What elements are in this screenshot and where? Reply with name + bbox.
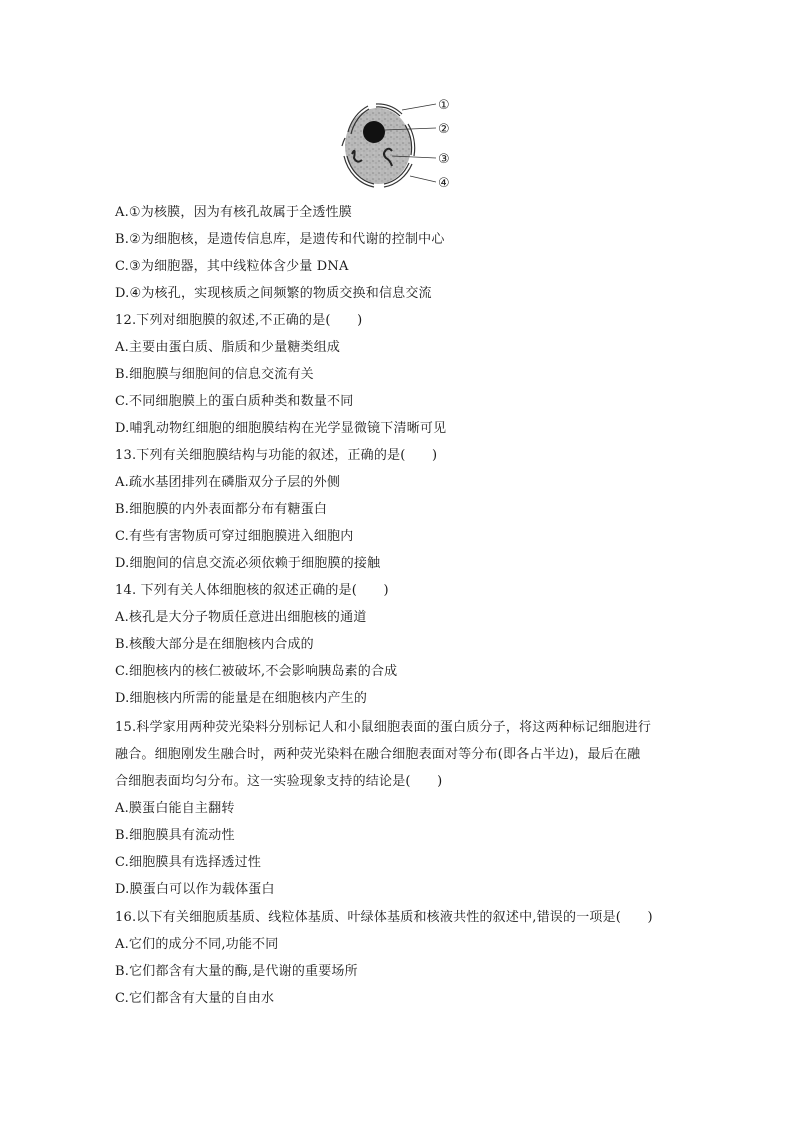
q13-stem: 13.下列有关细胞膜结构与功能的叙述，正确的是( ): [115, 448, 438, 463]
q14-option-d: D.细胞核内所需的能量是在细胞核内产生的: [115, 691, 368, 706]
q14-option-c: C.细胞核内的核仁被破坏,不会影响胰岛素的合成: [115, 664, 398, 679]
q15-option-d: D.膜蛋白可以作为载体蛋白: [115, 882, 275, 897]
q11-option-a: A.①为核膜，因为有核孔故属于全透性膜: [115, 205, 352, 220]
q12-stem: 12.下列对细胞膜的叙述,不正确的是( ): [115, 313, 363, 328]
q15-stem-line-2: 融合。细胞刚发生融合时，两种荧光染料在融合细胞表面对等分布(即各占半边)，最后在融: [115, 747, 641, 762]
nucleus-diagram: [336, 94, 466, 196]
q13-option-b: B.细胞膜的内外表面都分布有糖蛋白: [115, 502, 328, 517]
q15-stem-line-1: 15.科学家用两种荧光染料分别标记人和小鼠细胞表面的蛋白质分子，将这两种标记细胞进行: [115, 720, 652, 735]
q16-option-a: A.它们的成分不同,功能不同: [115, 937, 279, 952]
q14-stem: 14. 下列有关人体细胞核的叙述正确的是( ): [115, 583, 389, 598]
q15-stem-line-3: 合细胞表面均匀分布。这一实验现象支持的结论是( ): [115, 774, 443, 789]
label-4: ④: [438, 176, 450, 191]
q12-option-d: D.哺乳动物红细胞的细胞膜结构在光学显微镜下清晰可见: [115, 421, 447, 436]
q16-option-b: B.它们都含有大量的酶,是代谢的重要场所: [115, 964, 358, 979]
label-1: ①: [438, 98, 450, 113]
q11-option-c: C.③为细胞器，其中线粒体含少量 DNA: [115, 259, 349, 274]
q11-option-d: D.④为核孔，实现核质之间频繁的物质交换和信息交流: [115, 286, 432, 301]
label-3: ③: [438, 152, 450, 167]
q12-option-a: A.主要由蛋白质、脂质和少量糖类组成: [115, 340, 341, 355]
q15-option-b: B.细胞膜具有流动性: [115, 828, 235, 843]
q14-option-a: A.核孔是大分子物质任意进出细胞核的通道: [115, 610, 367, 625]
q12-option-c: C.不同细胞膜上的蛋白质种类和数量不同: [115, 394, 354, 409]
nucleolus: [363, 121, 385, 143]
q13-option-d: D.细胞间的信息交流必须依赖于细胞膜的接触: [115, 556, 381, 571]
q15-option-a: A.膜蛋白能自主翻转: [115, 801, 235, 816]
q14-option-b: B.核酸大部分是在细胞核内合成的: [115, 637, 314, 652]
q12-option-b: B.细胞膜与细胞间的信息交流有关: [115, 367, 314, 382]
q11-option-b: B.②为细胞核，是遗传信息库，是遗传和代谢的控制中心: [115, 232, 445, 247]
q15-option-c: C.细胞膜具有选择透过性: [115, 855, 262, 870]
cell-nucleus-figure: [336, 94, 466, 196]
q13-option-c: C.有些有害物质可穿过细胞膜进入细胞内: [115, 529, 354, 544]
q16-stem: 16.以下有关细胞质基质、线粒体基质、叶绿体基质和核液共性的叙述中,错误的一项是( ): [115, 910, 653, 925]
label-2: ②: [438, 122, 450, 137]
q13-option-a: A.疏水基团排列在磷脂双分子层的外侧: [115, 475, 341, 490]
q16-option-c: C.它们都含有大量的自由水: [115, 991, 275, 1006]
